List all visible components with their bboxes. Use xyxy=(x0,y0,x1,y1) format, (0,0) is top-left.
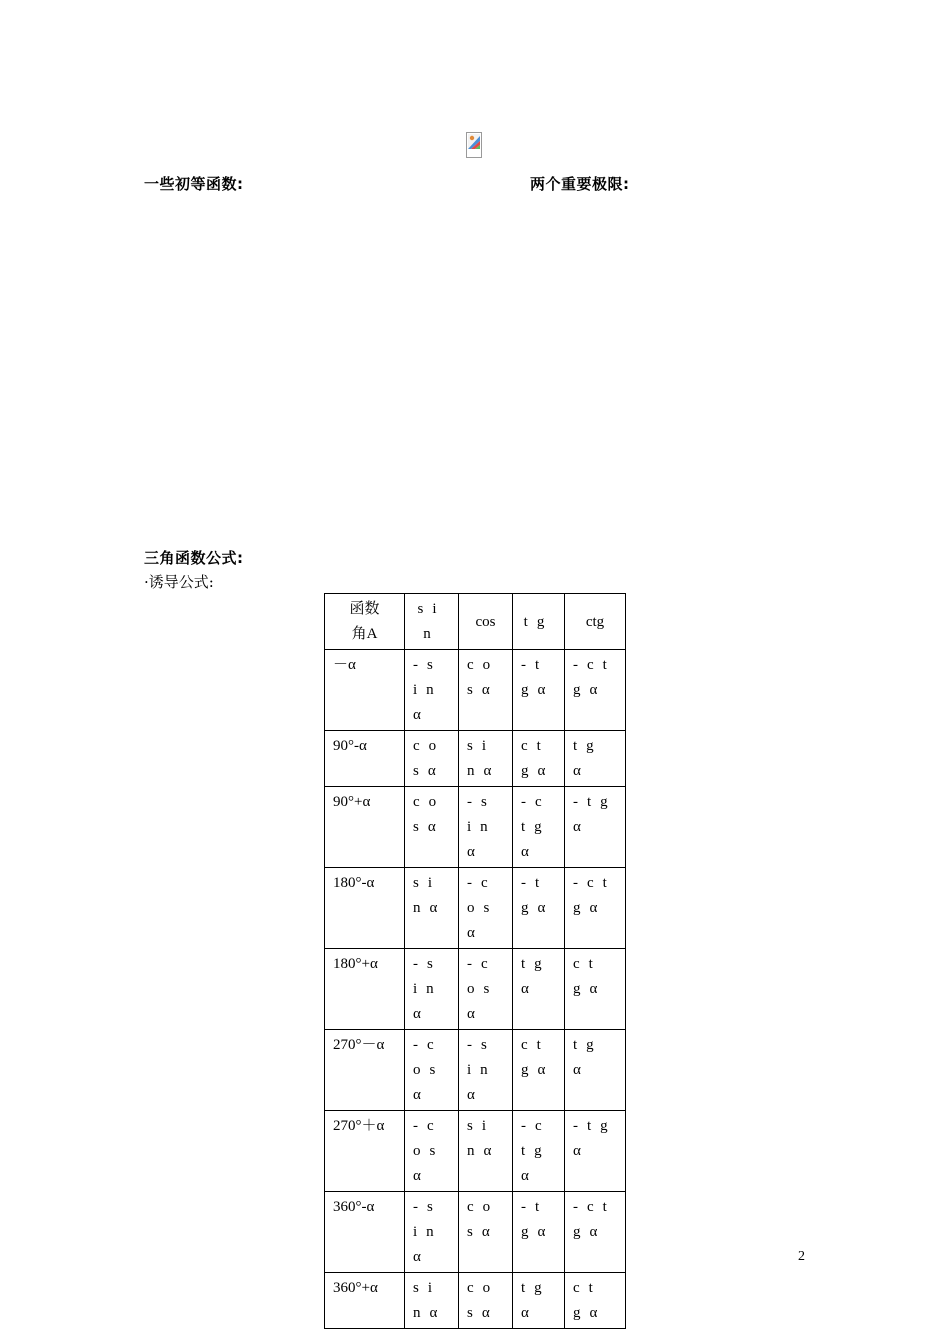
cos-value-cell: -sinα xyxy=(459,1030,513,1111)
table-row xyxy=(325,650,626,731)
header-tg-cell: tg xyxy=(513,594,565,650)
header-ctg-cell: ctg xyxy=(565,594,626,650)
table-row xyxy=(325,731,626,787)
tg-value-cell: ctgα xyxy=(513,1030,565,1111)
sin-value-cell: sinα xyxy=(405,868,459,949)
ctg-value-cell: -tgα xyxy=(565,1111,626,1192)
cos-value-cell: sinα xyxy=(459,731,513,787)
ctg-value-cell: tgα xyxy=(565,731,626,787)
cos-value-cell: cosα xyxy=(459,650,513,731)
angle-cell: 360°+α xyxy=(325,1273,405,1329)
tg-value-cell: ctgα xyxy=(513,731,565,787)
table-row xyxy=(325,868,626,949)
tg-value-cell: -tgα xyxy=(513,868,565,949)
table-row xyxy=(325,1273,626,1329)
header-sin-cell: sin xyxy=(405,594,459,650)
ctg-value-cell: tgα xyxy=(565,1030,626,1111)
tg-value-cell: -ctgα xyxy=(513,787,565,868)
induction-formulas-label: ·诱导公式: xyxy=(144,573,214,591)
ctg-value-cell: -ctgα xyxy=(565,650,626,731)
table-row xyxy=(325,1192,626,1273)
tg-value-cell: -tgα xyxy=(513,650,565,731)
angle-cell: 180°+α xyxy=(325,949,405,1030)
angle-cell: 90°+α xyxy=(325,787,405,868)
angle-cell: 270°－α xyxy=(325,1030,405,1111)
sin-value-cell: sinα xyxy=(405,1273,459,1329)
angle-cell: 270°＋α xyxy=(325,1111,405,1192)
tg-value-cell: tgα xyxy=(513,1273,565,1329)
table-row xyxy=(325,1030,626,1111)
cos-value-cell: cosα xyxy=(459,1192,513,1273)
important-limits-heading: 两个重要极限: xyxy=(530,175,630,193)
cos-value-cell: -cosα xyxy=(459,949,513,1030)
sin-value-cell: -sinα xyxy=(405,949,459,1030)
tg-value-cell: -ctgα xyxy=(513,1111,565,1192)
ctg-value-cell: ctgα xyxy=(565,1273,626,1329)
sin-value-cell: -sinα xyxy=(405,1192,459,1273)
ctg-value-cell: -ctgα xyxy=(565,868,626,949)
cos-value-cell: -cosα xyxy=(459,868,513,949)
table-row xyxy=(325,949,626,1030)
sin-value-cell: cosα xyxy=(405,787,459,868)
broken-image-icon xyxy=(466,132,482,158)
header-cos-cell: cos xyxy=(459,594,513,650)
sin-value-cell: -cosα xyxy=(405,1030,459,1111)
tg-value-cell: tgα xyxy=(513,949,565,1030)
page-number: 2 xyxy=(798,1249,805,1264)
sin-value-cell: -cosα xyxy=(405,1111,459,1192)
header-corner-cell: 函数 角A xyxy=(325,594,405,650)
elementary-functions-heading: 一些初等函数: xyxy=(144,175,244,193)
angle-cell: －α xyxy=(325,650,405,731)
ctg-value-cell: ctgα xyxy=(565,949,626,1030)
cos-value-cell: cosα xyxy=(459,1273,513,1329)
angle-cell: 360°-α xyxy=(325,1192,405,1273)
ctg-value-cell: -tgα xyxy=(565,787,626,868)
angle-cell: 180°-α xyxy=(325,868,405,949)
sin-value-cell: cosα xyxy=(405,731,459,787)
cos-value-cell: sinα xyxy=(459,1111,513,1192)
induction-formula-table xyxy=(324,593,626,1329)
table-header-row xyxy=(325,594,626,650)
sin-value-cell: -sinα xyxy=(405,650,459,731)
angle-cell: 90°-α xyxy=(325,731,405,787)
tg-value-cell: -tgα xyxy=(513,1192,565,1273)
table-row xyxy=(325,787,626,868)
table-row xyxy=(325,1111,626,1192)
trig-formulas-heading: 三角函数公式: xyxy=(144,549,244,567)
ctg-value-cell: -ctgα xyxy=(565,1192,626,1273)
cos-value-cell: -sinα xyxy=(459,787,513,868)
